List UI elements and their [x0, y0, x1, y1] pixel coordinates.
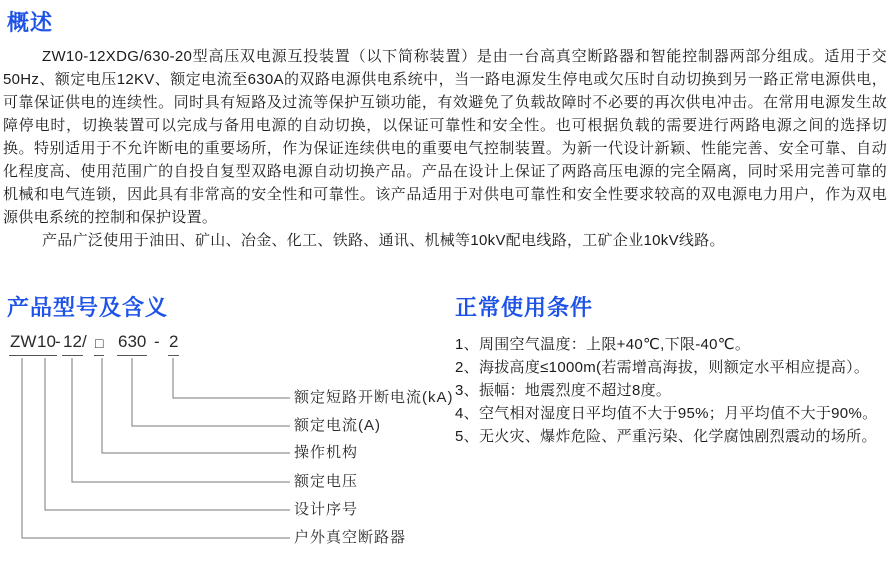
condition-item-5: 5、无火灾、爆炸危险、严重污染、化学腐蚀剧烈震动的场所。	[455, 428, 877, 445]
model-part-mechanism-placeholder: □	[94, 334, 104, 356]
conditions-list	[455, 333, 889, 448]
conditions-section-heading: 正常使用条件	[455, 295, 594, 320]
overview-paragraph-1: ZW10-12XDG/630-20型高压双电源互投装置（以下简称装置）是由一台高真空断路器和智能控制器两部分组成。适用于交50Hz、额定电压12KV、额定电流至630A的双路电源供电系统中，当一路电源发生停电或欠压时自动切换到另一路正常电源供电，可靠保证供电的连续性。同时具有短路及过流等保护互锁功能，有效避免了负载故障时不必要的再次供电冲击。在常用电源发生故障停电时，切换装置可以完成与备用电源的自动切换，以保证可靠性和安全性。也可根据负载的需要进行两路电源之间的选择切换。特别适用于不允许断电的重要场所，作为保证连续供电的重要电气控制装置。为新一代设计新颖、性能完善、安全可靠、自动化程度高、使用范围广的自投自复型双路电源自动切换产品。产品在设计上保证了两路高压电源的完全隔离，同时采用完善可靠的机械和电气连锁，因此具有非常高的安全性和可靠性。该产品适用于对供电可靠性和安全性要求较高的双电源电力用户，作为双电源供电系统的控制和保护设置。	[3, 48, 887, 226]
condition-item-4: 4、空气相对湿度日平均值不大于95%；月平均值不大于90%。	[455, 405, 878, 422]
model-part-design-no: 10	[36, 332, 57, 356]
model-part-voltage: 12	[62, 332, 83, 356]
condition-item-2: 2、海拔高度≤1000m(若需增高海拔，则额定水平相应提高）。	[455, 359, 870, 376]
model-section-heading: 产品型号及含义	[7, 295, 169, 320]
overview-heading: 概述	[7, 10, 54, 35]
condition-item-3: 3、振幅：地震烈度不超过8度。	[455, 382, 672, 399]
overview-body	[3, 45, 887, 252]
diagram-label-mechanism: 操作机构	[294, 444, 359, 461]
diagram-label-rated-current: 额定电流(A)	[294, 417, 381, 434]
diagram-label-rated-voltage: 额定电压	[294, 473, 359, 490]
model-designation-diagram	[0, 330, 454, 570]
condition-item-1: 1、周围空气温度：上限+40℃,下限-40℃。	[455, 336, 751, 353]
model-part-current: 630	[117, 332, 147, 356]
model-part-series: ZW	[9, 332, 37, 356]
diagram-label-outdoor-breaker: 户外真空断路器	[294, 529, 407, 546]
model-separator-dash-2: -	[154, 332, 160, 351]
overview-paragraph-2: 产品广泛使用于油田、矿山、冶金、化工、铁路、通讯、机械等10kV配电线路，工矿企业10kV线路。	[42, 232, 725, 249]
model-separator-slash: /	[82, 332, 87, 351]
model-separator-dash-1: -	[55, 332, 61, 351]
diagram-label-breaking-current: 额定短路开断电流(kA)	[294, 389, 454, 406]
model-part-breaking-current: 2	[168, 332, 179, 356]
diagram-label-design-serial: 设计序号	[294, 501, 359, 518]
